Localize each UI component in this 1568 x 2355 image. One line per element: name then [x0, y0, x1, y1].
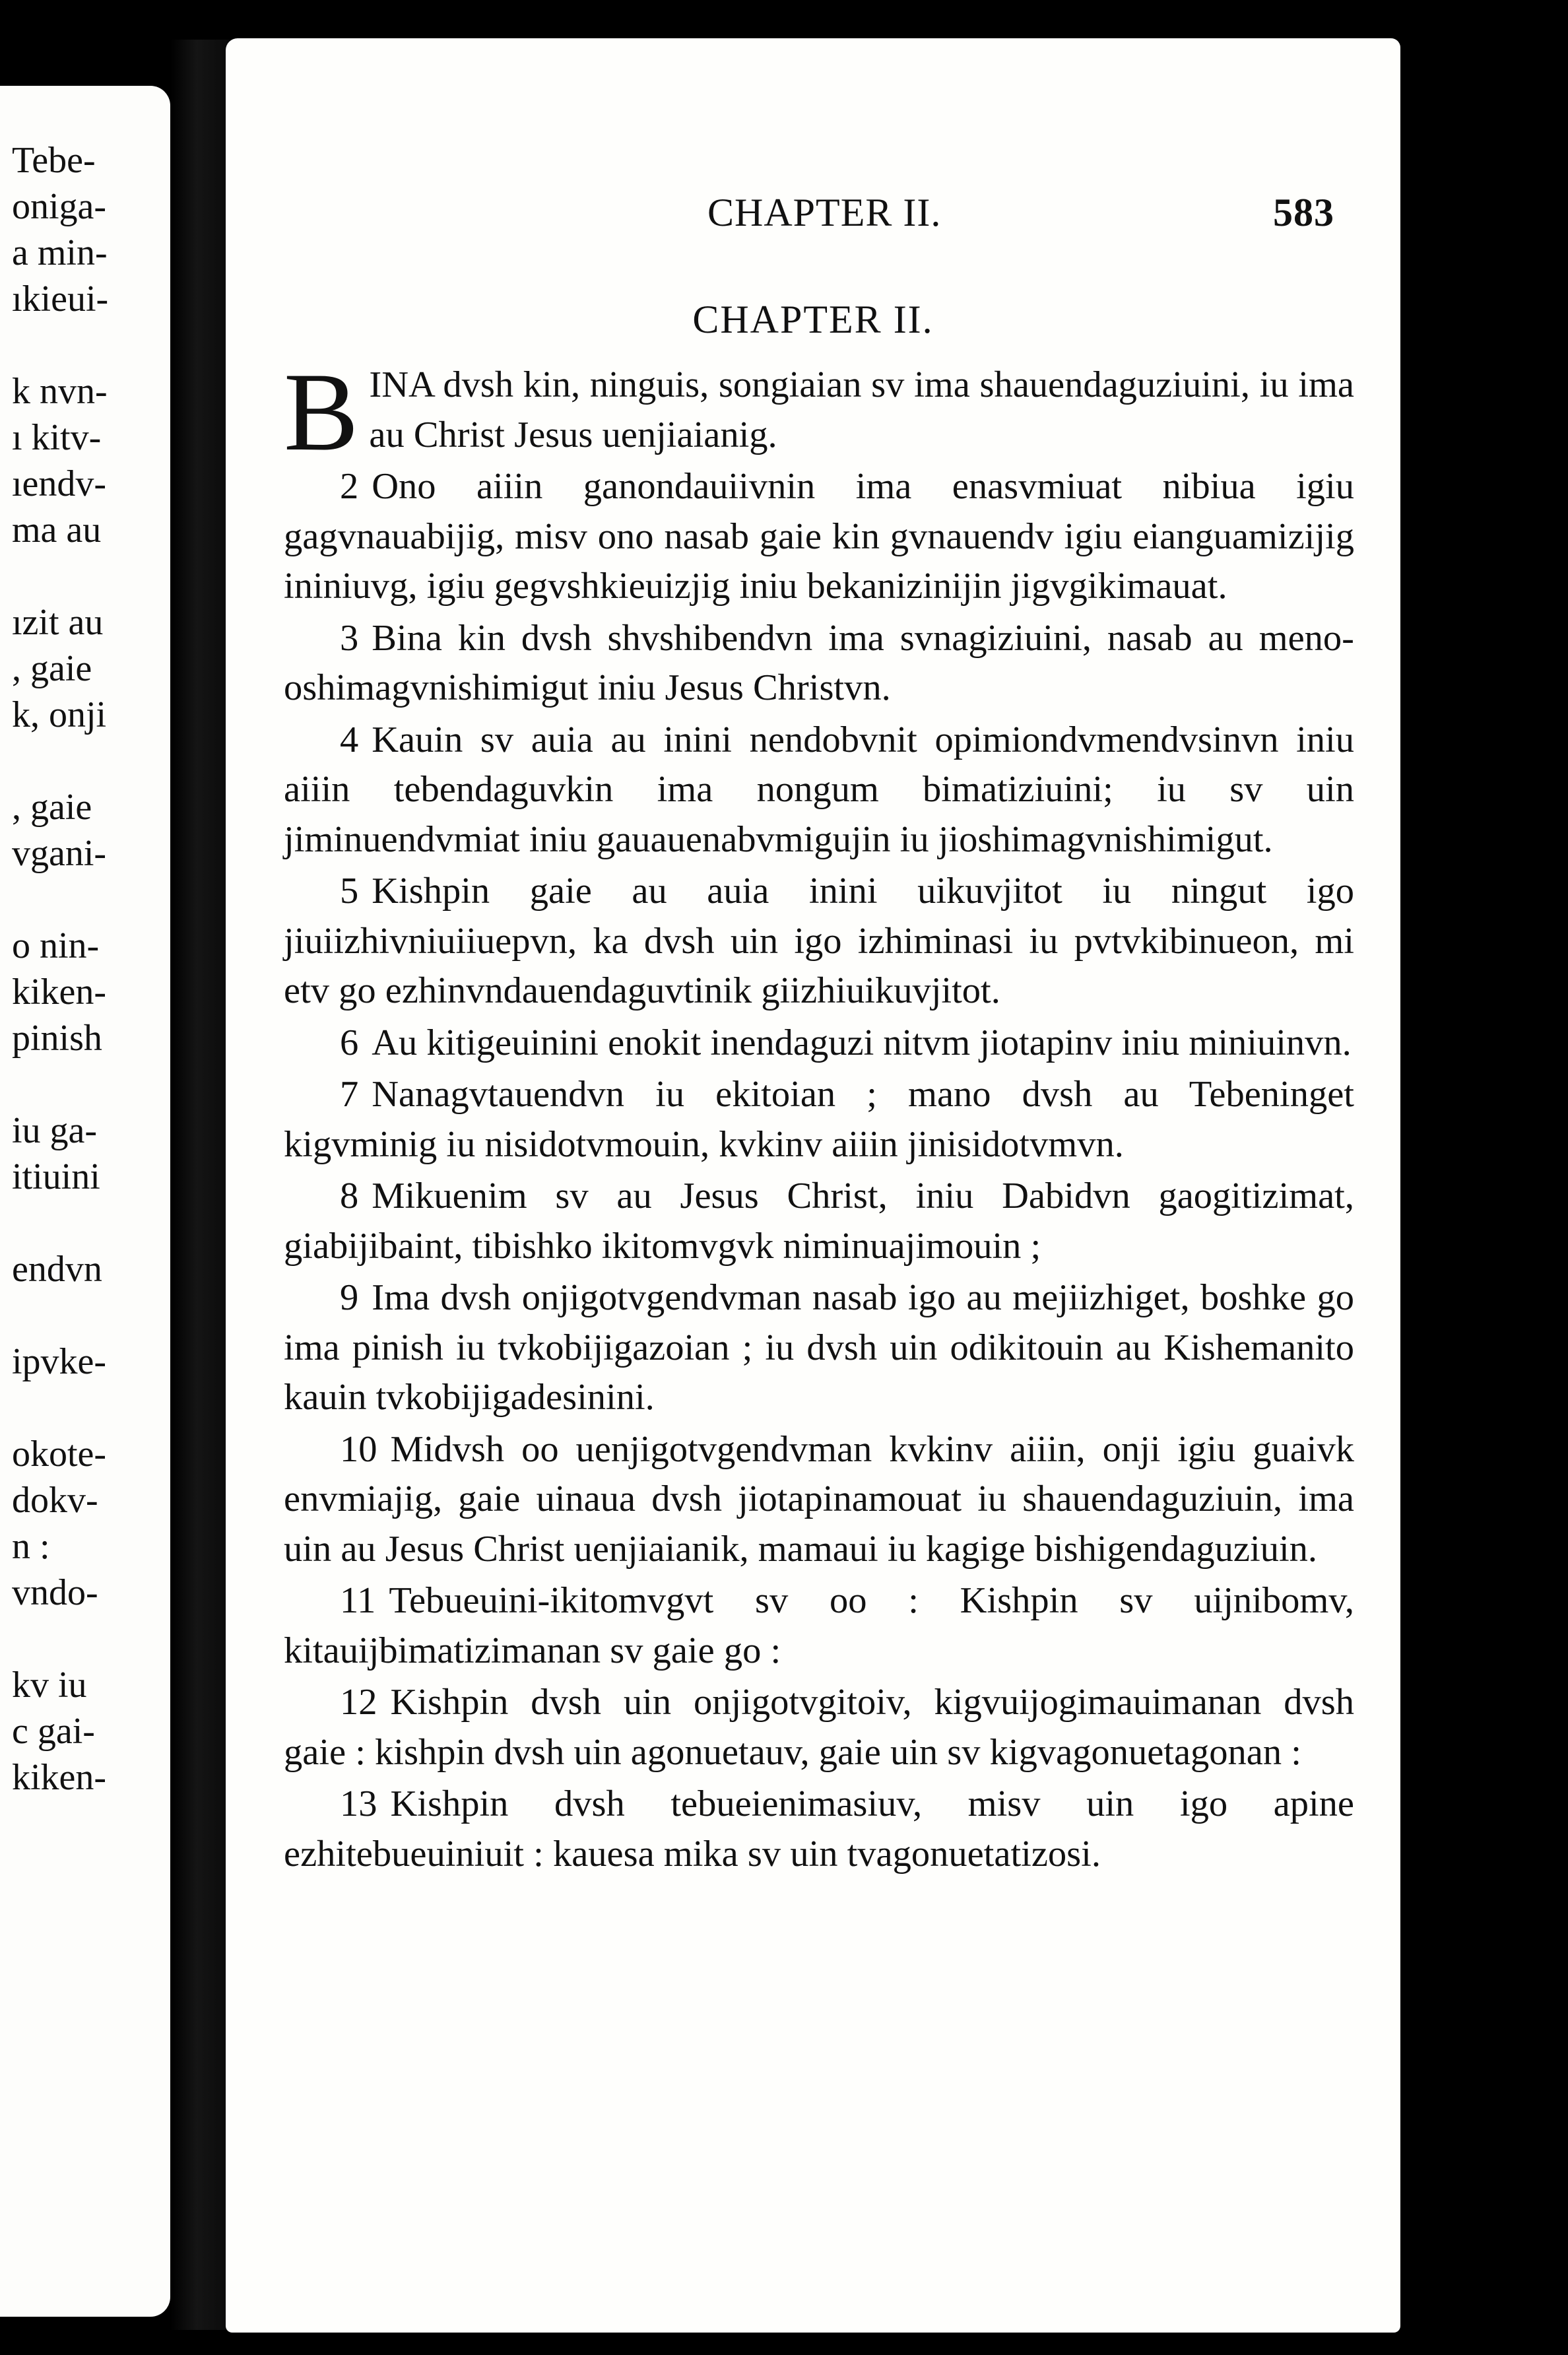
facing-page-line: , gaie: [12, 648, 92, 689]
verse-text: Au kitigeuinini enokit inendaguzi nitvm jiotapinv iniu miniuinvn.: [372, 1022, 1352, 1063]
facing-page-line: ıendv-: [12, 463, 107, 504]
facing-page-line: k nvn-: [12, 371, 108, 412]
verse-number: 2: [340, 466, 359, 507]
verse-text: Kishpin dvsh uin onjigotvgitoiv, kigvuijogimauimanan dvsh gaie : kishpin dvsh uin agonuetauv, gaie uin sv kigvagonuetagonan :: [284, 1682, 1354, 1773]
verse-11: [284, 1576, 1354, 1676]
verse-9: [284, 1273, 1354, 1423]
verse-text: Nanagvtauendvn iu ekitoian ; mano dvsh au Tebeninget kigvminig iu nisidotvmouin, kvkinv aiiin jinisidotvmvn.: [284, 1074, 1354, 1165]
facing-page-line: c gai-: [12, 1711, 95, 1752]
facing-page-line: ma au: [12, 510, 102, 550]
running-head-title: CHAPTER II.: [707, 191, 942, 234]
verse-number: 3: [340, 617, 359, 659]
verse-number: 9: [340, 1277, 359, 1318]
verse-number: 12: [340, 1682, 377, 1723]
verse-text: Bina kin dvsh shvshibendvn ima svnagiziuini, nasab au meno-oshimagvnishimigut iniu Jesus Christvn.: [284, 617, 1354, 708]
verse-text: Kishpin dvsh tebueienimasiuv, misv uin igo apine ezhitebueuiniuit : kauesa mika sv uin tvagonuetatizosi.: [284, 1783, 1354, 1874]
verse-4: [284, 715, 1354, 865]
verse-text: Ono aiiin ganondauiivnin ima enasvmiuat nibiua igiu gagvnauabijig, misv ono nasab gaie kin gvnauendv igiu eianguamizijig ininiuvg, igiu gegvshkieuizjig iniu bekanizinijin jigvgikimauat.: [284, 466, 1354, 607]
facing-page-line: ızit au: [12, 602, 104, 643]
book-gutter: [170, 40, 230, 2330]
facing-page-line: vndo-: [12, 1572, 98, 1613]
facing-page-line: vgani-: [12, 833, 107, 874]
facing-page-line: n :: [12, 1526, 50, 1567]
facing-page-line: kv iu: [12, 1665, 87, 1706]
facing-page-line: oniga-: [12, 186, 107, 227]
verse-6: [284, 1018, 1354, 1069]
drop-cap: B: [284, 350, 359, 474]
verse-number: 4: [340, 719, 359, 760]
facing-page-line: endvn: [12, 1249, 102, 1290]
facing-page-line: ipvke-: [12, 1341, 107, 1382]
verse-13: [284, 1779, 1354, 1879]
verse-text: Ima dvsh onjigotvgendvman nasab igo au mejiizhiget, boshke go ima pinish iu tvkobijigazoian ; iu dvsh uin odikitouin au Kishemanito kauin tvkobijigadesinini.: [284, 1277, 1354, 1418]
facing-page-line: kiken-: [12, 972, 107, 1012]
verse-number: 8: [340, 1176, 359, 1216]
facing-page-line: iu ga-: [12, 1110, 98, 1151]
verse-1: [284, 350, 1354, 474]
verse-number: 11: [340, 1580, 376, 1621]
verse-number: 13: [340, 1783, 377, 1824]
facing-page-line: a min-: [12, 232, 108, 273]
verse-text: Kauin sv auia au inini nendobvnit opimiondvmendvsinvn iniu aiiin tebendaguvkin ima nongum bimatiziuini; iu sv uin jiminuendvmiat iniu gauauenabvmigujin iu jioshimagvnishimigut.: [284, 719, 1354, 860]
facing-page-line: ı kitv-: [12, 417, 102, 458]
verse-text: Mikuenim sv au Jesus Christ, iniu Dabidvn gaogitizimat, giabijibaint, tibishko ikitomvgvk niminuajimouin ;: [284, 1176, 1354, 1267]
verse-text: Midvsh oo uenjigotvgendvman kvkinv aiiin, onji igiu guaivk envmiajig, gaie uinaua dvsh jiotapinamouat iu shauendaguziuin, ima uin au Jesus Christ uenjiaianik, mamaui iu kagige bishigendaguziuin.: [284, 1428, 1354, 1570]
book-page: [226, 38, 1400, 2333]
verse-12: [284, 1678, 1354, 1777]
facing-page-line: ıkieui-: [12, 279, 109, 319]
verse-5: [284, 867, 1354, 1016]
page-number: 583: [1273, 191, 1334, 234]
facing-page-line: dokv-: [12, 1480, 98, 1521]
facing-page-line: k, onji: [12, 694, 107, 735]
facing-page-line: Tebe-: [12, 140, 96, 181]
facing-page-line: itiuini: [12, 1156, 100, 1197]
facing-page-line: pinish: [12, 1018, 102, 1059]
verse-number: 5: [340, 871, 359, 912]
verse-text: Tebueuini-ikitomvgvt sv oo : Kishpin sv uijnibomv, kitauijbimatizimanan sv gaie go :: [284, 1580, 1354, 1671]
facing-page-line: kiken-: [12, 1757, 107, 1798]
facing-page-line: okote-: [12, 1434, 107, 1475]
verse-10: [284, 1425, 1354, 1575]
verse-text: Kishpin gaie au auia inini uikuvjitot iu ningut igo jiuiizhivniuiiuepvn, ka dvsh uin igo izhiminasi iu pvtvkibinueon, mi etv go ezhinvndauendaguvtinik giizhiuikuvjitot.: [284, 871, 1354, 1011]
verse-7: [284, 1070, 1354, 1170]
verse-number: 7: [340, 1074, 359, 1115]
facing-page-line: o nin-: [12, 925, 100, 966]
chapter-title: CHAPTER II.: [692, 298, 934, 341]
facing-page-left: [0, 86, 170, 2317]
chapter-body: [284, 350, 1354, 1881]
facing-page-line: , gaie: [12, 787, 92, 828]
verse-2: [284, 462, 1354, 612]
verse-number: 6: [340, 1022, 359, 1063]
verse-text: INA dvsh kin, ninguis, songiaian sv ima shauendaguziuini, iu ima au Christ Jesus uenjiaianig.: [369, 364, 1354, 455]
verse-number: 10: [340, 1428, 377, 1470]
verse-8: [284, 1172, 1354, 1271]
verse-3: [284, 614, 1354, 713]
